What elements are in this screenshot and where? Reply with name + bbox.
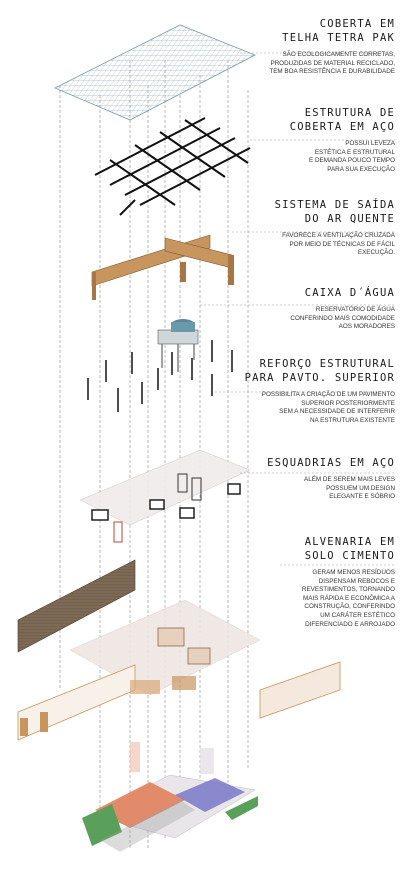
label-masonry-desc: GERAM MENOS RESÍDUOS DISPENSAM REBOCOS E REVESTIMENTOS, TORNANDO MAIS RÁPIDA E ECONÔMICA A CONSTRUÇÃO, CONFERINDO UM CARÁTER ESTÉTICO DIFERENCIADO E ARROJADO [301, 569, 395, 628]
label-water-tank [290, 286, 395, 332]
structural-columns [88, 340, 232, 412]
steel-frames-layer [80, 450, 250, 542]
label-masonry-title: ALVENARIA EM SOLO CIMENTO [304, 536, 395, 562]
label-water-tank-title: CAIXA D´ÁGUA [304, 287, 395, 299]
label-roof-structure [290, 106, 395, 174]
ground-floor-plan [82, 742, 258, 852]
label-steel-frames-title: ESQUADRIAS EM AÇO [267, 457, 395, 469]
label-reinforcement [245, 357, 395, 425]
roof-tile-layer [55, 25, 255, 120]
label-water-tank-desc: RESERVATÓRIO DE ÁGUA CONFERINDO MAIS COMODIDADE AOS MORADORES [290, 306, 395, 331]
label-hot-air-desc: FAVORECE A VENTILAÇÃO CRUZADA POR MEIO DE TÉCNICAS DE FÁCIL EXECUÇÃO. [282, 232, 395, 257]
label-roof-title: COBERTA EM TELHA TETRA PAK [282, 18, 395, 44]
label-masonry [302, 535, 395, 629]
label-steel-frames-desc: ALÉM DE SEREM MAIS LEVES POSSUEM UM DESIGN ELEGANTE E SÓBRIO [304, 476, 395, 501]
label-roof-structure-title: ESTRUTURA DE COBERTA EM AÇO [289, 107, 395, 133]
label-reinforcement-title: REFORÇO ESTRUTURAL PARA PAVTO. SUPERIOR [244, 358, 395, 384]
steel-roof-structure [95, 118, 250, 215]
soil-cement-masonry [18, 560, 340, 740]
label-hot-air [275, 198, 395, 258]
label-roof [269, 17, 395, 77]
hot-air-outlet-walls [92, 235, 234, 300]
label-steel-frames [267, 456, 395, 502]
guide-lines [60, 60, 248, 850]
label-hot-air-title: SISTEMA DE SAÍDA DO AR QUENTE [274, 199, 395, 225]
label-roof-structure-desc: POSSUI LEVEZA ESTÉTICA E ESTRUTURAL E DEMANDA POUCO TEMPO PARA SUA EXECUÇÃO [309, 140, 395, 173]
label-reinforcement-desc: POSSIBILITA A CRIAÇÃO DE UM PAVIMENTO SUPERIOR POSTERIORMENTE SEM A NECESSIDADE DE INTERFERIR NA ESTRUTURA EXISTENTE [261, 391, 395, 424]
label-roof-desc: SÃO ECOLOGICAMENTE CORRETAS, PRODUZIDAS DE MATERIAL RECICLADO, TEM BOA RESISTÊNCIA E DURABILIDADE [269, 51, 395, 76]
